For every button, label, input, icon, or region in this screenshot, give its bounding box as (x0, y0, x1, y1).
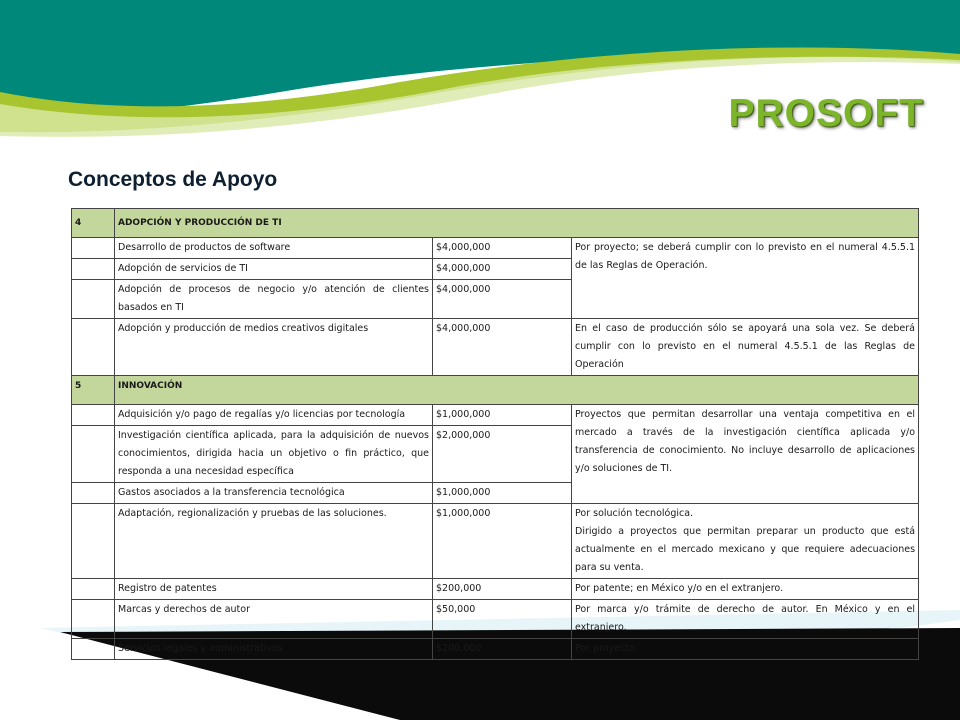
section-title: ADOPCIÓN Y PRODUCCIÓN DE TI (115, 209, 919, 238)
concept-cell: Gastos asociados a la transferencia tecnológica (115, 483, 433, 504)
note-cell: Por patente; en México y/o en el extranjero. (572, 579, 919, 600)
number-cell (72, 579, 115, 600)
note-cell: Por proyecto; se deberá cumplir con lo previsto en el numeral 4.5.5.1 de las Reglas de Operación. (572, 238, 919, 319)
number-cell (72, 259, 115, 280)
table-row (72, 639, 919, 660)
number-cell (72, 600, 115, 639)
concept-cell: Adopción de servicios de TI (115, 259, 433, 280)
number-cell (72, 426, 115, 483)
section-number: 5 (72, 376, 115, 405)
amount-cell: $1,000,000 (433, 504, 572, 579)
concept-cell: Adopción y producción de medios creativos digitales (115, 319, 433, 376)
number-cell (72, 319, 115, 376)
amount-cell: $50,000 (433, 600, 572, 639)
concept-cell: Registro de patentes (115, 579, 433, 600)
note-line: Dirigido a proyectos que permitan preparar un producto que está actualmente en el mercado mexicano y que requiere adecuaciones para su venta. (575, 526, 916, 573)
table-row (72, 238, 919, 259)
amount-cell: $4,000,000 (433, 280, 572, 319)
amount-cell: $4,000,000 (433, 259, 572, 280)
amount-cell: $4,000,000 (433, 319, 572, 376)
concept-cell: Adopción de procesos de negocio y/o atención de clientes basados en TI (115, 280, 433, 319)
note-line: Por solución tecnológica. (575, 508, 694, 519)
note-cell: En el caso de producción sólo se apoyará una sola vez. Se deberá cumplir con lo previsto en el numeral 4.5.5.1 de las Reglas de Operación (572, 319, 919, 376)
amount-cell: $4,000,000 (433, 238, 572, 259)
note-cell: Por marca y/o trámite de derecho de autor. En México y en el extranjero. (572, 600, 919, 639)
table-row (72, 579, 919, 600)
number-cell (72, 238, 115, 259)
section-title: INNOVACIÓN (115, 376, 919, 405)
amount-cell: $1,000,000 (433, 405, 572, 426)
concept-cell: Servicios legales y administrativos (115, 639, 433, 660)
section-header-4 (72, 209, 919, 238)
concept-cell: Desarrollo de productos de software (115, 238, 433, 259)
number-cell (72, 405, 115, 426)
note-cell (572, 504, 919, 579)
support-concepts-table (71, 208, 919, 660)
brand-logo-text: PROSOFT (728, 92, 924, 135)
note-cell: Por proyecto. (572, 639, 919, 660)
section-number: 4 (72, 209, 115, 238)
concept-cell: Marcas y derechos de autor (115, 600, 433, 639)
section-header-5 (72, 376, 919, 405)
number-cell (72, 639, 115, 660)
amount-cell: $200,000 (433, 579, 572, 600)
table-row (72, 319, 919, 376)
amount-cell: $1,000,000 (433, 483, 572, 504)
number-cell (72, 483, 115, 504)
amount-cell: $200,000 (433, 639, 572, 660)
table-row (72, 600, 919, 639)
table-row (72, 405, 919, 426)
concept-cell: Adaptación, regionalización y pruebas de las soluciones. (115, 504, 433, 579)
page-title: Conceptos de Apoyo (68, 168, 278, 191)
number-cell (72, 280, 115, 319)
table-row (72, 504, 919, 579)
amount-cell: $2,000,000 (433, 426, 572, 483)
concept-cell: Adquisición y/o pago de regalías y/o licencias por tecnología (115, 405, 433, 426)
note-cell: Proyectos que permitan desarrollar una ventaja competitiva en el mercado a través de la investigación científica aplicada y/o transferencia de conocimiento. No incluye desarrollo de aplicaciones y/o soluciones de TI. (572, 405, 919, 504)
concept-cell: Investigación científica aplicada, para la adquisición de nuevos conocimientos, dirigida hacia un objetivo o fin práctico, que responda a una necesidad específica (115, 426, 433, 483)
number-cell (72, 504, 115, 579)
